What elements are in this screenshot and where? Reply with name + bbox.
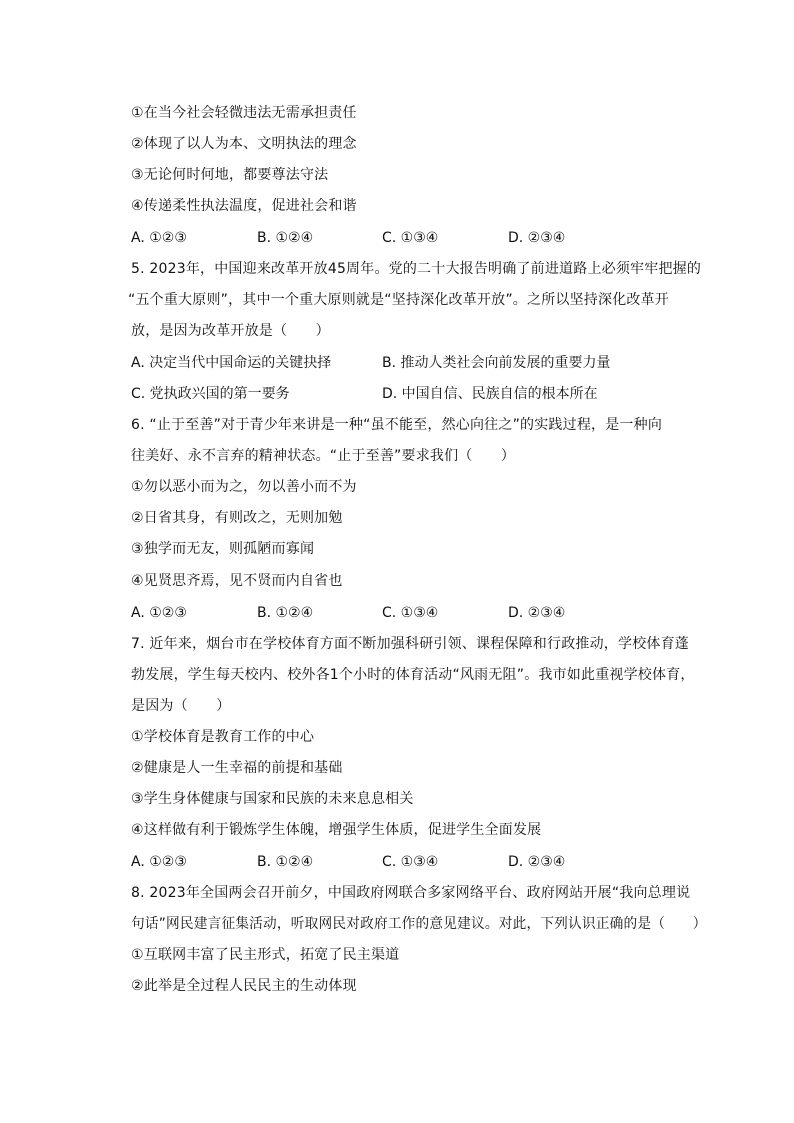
- q6-option-a: A. ①②③: [131, 605, 187, 621]
- q4-option-d: D. ②③④: [508, 230, 566, 246]
- q7-option-b: B. ①②④: [257, 854, 314, 870]
- q7-item-2: ②健康是人一生幸福的前提和基础: [131, 760, 343, 776]
- q7-option-d: D. ②③④: [508, 854, 566, 870]
- q6-option-b: B. ①②④: [257, 605, 314, 621]
- q5-option-b: B. 推动人类社会向前发展的重要力量: [382, 355, 611, 371]
- q5-stem-line-3: 放，是因为改革开放是（ ）: [131, 323, 330, 339]
- q6-option-d: D. ②③④: [508, 605, 566, 621]
- q6-item-3: ③独学而无友，则孤陋而寡闻: [131, 541, 315, 557]
- q7-option-c: C. ①③④: [382, 854, 439, 870]
- q4-item-1: ①在当今社会轻微违法无需承担责任: [131, 105, 357, 121]
- q4-item-2: ②体现了以人为本、文明执法的理念: [131, 136, 357, 152]
- q6-option-c: C. ①③④: [382, 605, 439, 621]
- q5-option-a: A. 决定当代中国命运的关键抉择: [131, 355, 332, 371]
- q7-stem-line-3: 是因为（ ）: [131, 698, 231, 714]
- q6-stem-line-2: 往美好、永不言弃的精神状态。“止于至善”要求我们（ ）: [131, 448, 516, 464]
- q6-item-2: ②日省其身，有则改之，无则加勉: [131, 510, 343, 526]
- q8-stem-line-1: 8. 2023年全国两会召开前夕，中国政府网联合多家网络平台、政府网站开展“我向总理说: [131, 885, 691, 901]
- q7-stem-line-2: 勃发展，学生每天校内、校外各1个小时的体育活动“风雨无阻”。我市如此重视学校体育，: [131, 667, 695, 683]
- q7-item-1: ①学校体育是教育工作的中心: [131, 729, 315, 745]
- q4-option-a: A. ①②③: [131, 230, 187, 246]
- q5-option-c: C. 党执政兴国的第一要务: [131, 386, 290, 402]
- q5-option-d: D. 中国自信、民族自信的根本所在: [382, 386, 598, 402]
- q6-item-1: ①勿以恶小而为之，勿以善小而不为: [131, 479, 357, 495]
- q7-stem-line-1: 7. 近年来，烟台市在学校体育方面不断加强科研引领、课程保障和行政推动，学校体育蓬: [131, 636, 690, 652]
- q7-option-a: A. ①②③: [131, 854, 187, 870]
- q7-item-4: ④这样做有利于锻炼学生体魄，增强学生体质，促进学生全面发展: [131, 822, 542, 838]
- q5-stem-line-2: “五个重大原则”，其中一个重大原则就是“坚持深化改革开放”。之所以坚持深化改革开: [128, 292, 670, 308]
- q4-item-4: ④传递柔性执法温度，促进社会和谐: [131, 198, 357, 214]
- q4-option-c: C. ①③④: [382, 230, 439, 246]
- q5-stem-line-1: 5. 2023年，中国迎来改革开放45周年。党的二十大报告明确了前进道路上必须牢牢把握的: [131, 261, 702, 277]
- q7-item-3: ③学生身体健康与国家和民族的未来息息相关: [131, 791, 414, 807]
- q8-item-2: ②此举是全过程人民民主的生动体现: [131, 978, 357, 994]
- q4-option-b: B. ①②④: [257, 230, 314, 246]
- q6-stem-line-1: 6. “止于至善”对于青少年来讲是一种“虽不能至，然心向往之”的实践过程，是一种向: [131, 417, 663, 433]
- q8-item-1: ①互联网丰富了民主形式，拓宽了民主渠道: [131, 947, 400, 963]
- q4-item-3: ③无论何时何地，都要尊法守法: [131, 167, 329, 183]
- q6-item-4: ④见贤思齐焉，见不贤而内自省也: [131, 573, 343, 589]
- q8-stem-line-2: 句话”网民建言征集活动，听取网民对政府工作的意见建议。对此，下列认识正确的是（ ）: [131, 916, 707, 932]
